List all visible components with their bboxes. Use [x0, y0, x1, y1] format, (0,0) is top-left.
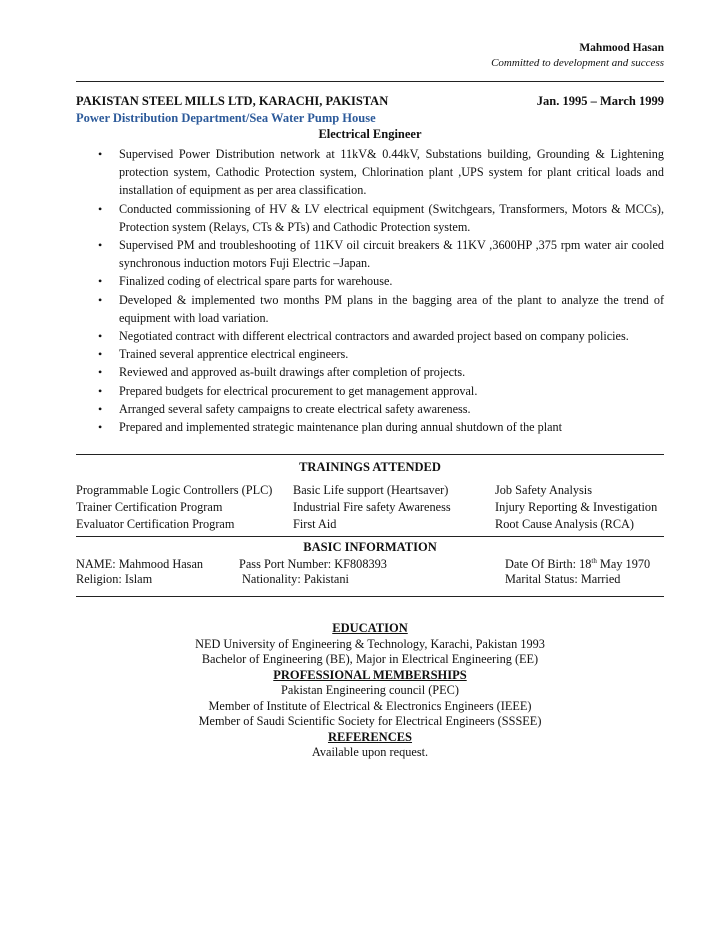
list-item: • Supervised PM and troubleshooting of 11KV oil circuit breakers & 11KV ,3600HP ,375 rpm water air cooled synchronous induction motors Fuji Electric –Japan.: [98, 238, 664, 271]
department: Power Distribution Department/Sea Water Pump House: [76, 111, 376, 125]
bullet-icon: •: [98, 238, 103, 253]
education-divider: [76, 596, 664, 597]
header-name: Mahmood Hasan: [579, 42, 664, 54]
references-title: REFERENCES: [327, 729, 413, 744]
references-text: Available upon request.: [311, 745, 429, 759]
education-line: Bachelor of Engineering (BE), Major in Electrical Engineering (EE): [201, 652, 539, 666]
table-row: Trainer Certification Program Industrial Fire safety Awareness Injury Reporting & Investigation: [76, 500, 658, 514]
bullet-icon: •: [98, 401, 103, 416]
bullet-icon: •: [98, 201, 103, 216]
info-passport: Pass Port Number: KF808393: [239, 557, 387, 571]
header-tagline: Committed to development and success: [491, 57, 664, 69]
table-row: Programmable Logic Controllers (PLC) Basic Life support (Heartsaver) Job Safety Analysis: [76, 483, 593, 497]
job-title: Electrical Engineer: [318, 127, 422, 141]
trainings-title: TRAININGS ATTENDED: [299, 460, 441, 474]
company-location: , KARACHI, PAKISTAN: [252, 94, 389, 108]
membership-line: Member of Institute of Electrical & Electronics Engineers (IEEE): [208, 698, 532, 713]
company-name: PAKISTAN STEEL MILLS LTD: [76, 94, 253, 108]
header-divider: [76, 81, 664, 82]
employment-dates: Jan. 1995 – March 1999: [536, 94, 664, 108]
education-title: EDUCATION: [332, 621, 408, 635]
bullet-icon: •: [98, 347, 103, 362]
trainings-table: [76, 482, 676, 533]
bullet-icon: •: [98, 329, 103, 344]
list-item: • Finalized coding of electrical spare parts for warehouse.: [76, 272, 664, 290]
list-item: • Arranged several safety campaigns to create electrical safety awareness.: [76, 400, 664, 418]
list-item: • Negotiated contract with different electrical contractors and awarded project based on company policies.: [76, 327, 664, 345]
list-item: • Trained several apprentice electrical engineers.: [76, 345, 664, 363]
employment-heading: [76, 94, 664, 109]
info-marital: Marital Status: Married: [505, 572, 621, 586]
basic-info-divider: [76, 536, 664, 537]
list-item: • Reviewed and approved as-built drawings after completion of projects.: [76, 363, 664, 381]
basic-info-title: BASIC INFORMATION: [303, 540, 437, 554]
trainings-divider: [76, 454, 664, 455]
list-item: • Prepared and implemented strategic maintenance plan during annual shutdown of the plant: [76, 418, 664, 436]
memberships-title: PROFESSIONAL MEMBERSHIPS: [273, 667, 467, 682]
info-nationality: Nationality: Pakistani: [242, 572, 349, 586]
list-item: • Supervised Power Distribution network at 11kV& 0.44kV, Substations building, Grounding & Lightening protection system, Cathodic Protection system, Chlorination plant ,UPS system for plant critical loads and installation of equipment as per area classification.: [98, 147, 664, 198]
list-item: • Conducted commissioning of HV & LV electrical equipment (Switchgears, Transformers, Motors & MCCs), Protection system (Relays, CTs & PTs) and Cathodic Protection system.: [98, 201, 664, 234]
education-section: [76, 621, 664, 761]
table-row: Evaluator Certification Program First Aid Root Cause Analysis (RCA): [76, 517, 635, 531]
bullet-icon: •: [98, 147, 103, 161]
bullet-icon: •: [98, 383, 103, 398]
list-item: • Prepared budgets for electrical procurement to get management approval.: [76, 382, 664, 400]
info-dob: Date Of Birth: 18th May 1970: [505, 556, 651, 571]
bullet-icon: •: [98, 274, 103, 289]
bullet-icon: •: [98, 420, 103, 435]
responsibility-list: [76, 145, 664, 436]
list-item: • Developed & implemented two months PM plans in the bagging area of the plant to analyze the trend of equipment with load variation.: [98, 292, 664, 325]
info-name: NAME: Mahmood Hasan: [76, 557, 204, 571]
education-line: NED University of Engineering & Technology, Karachi, Pakistan 1993: [195, 636, 545, 651]
membership-line: Member of Saudi Scientific Society for Electrical Engineers (SSSEE): [198, 714, 542, 728]
basic-info-row: [76, 572, 676, 589]
membership-line: Pakistan Engineering council (PEC): [281, 683, 459, 697]
bullet-icon: •: [98, 292, 103, 307]
bullet-icon: •: [98, 365, 103, 380]
info-religion: Religion: Islam: [76, 572, 153, 586]
